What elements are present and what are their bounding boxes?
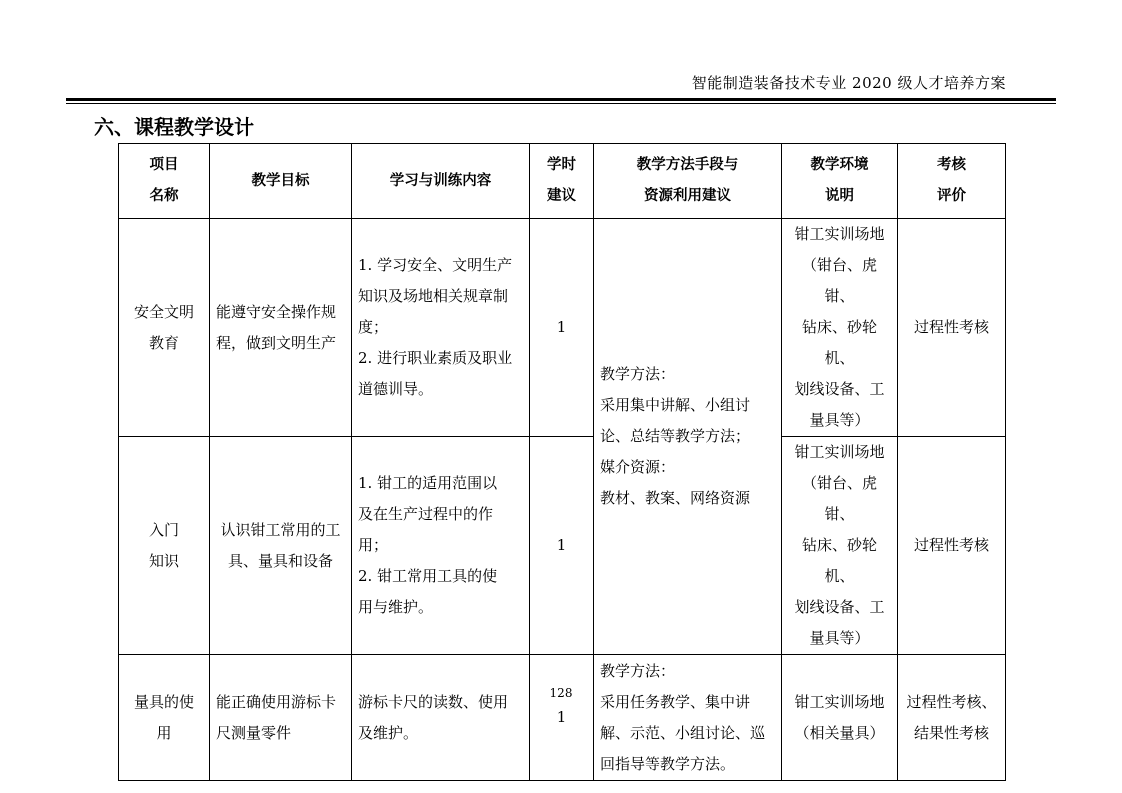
row-environment: 钳工实训场地 （钳台、虎钳、 钻床、砂轮机、 划线设备、工 量具等）: [782, 219, 898, 437]
row-assessment: 过程性考核、 结果性考核: [898, 655, 1006, 781]
row-method: 教学方法： 采用任务教学、集中讲 解、示范、小组讨论、巡 回指导等教学方法。: [594, 655, 782, 781]
row-hours: 1: [530, 219, 594, 437]
table-row: [119, 655, 1006, 781]
row-method-merged: 教学方法： 采用集中讲解、小组讨 论、总结等教学方法； 媒介资源： 教材、教案、网络资源: [594, 219, 782, 655]
row-name: 量具的使 用: [119, 655, 210, 781]
row-hours: 1: [530, 437, 594, 655]
row-content: 1. 学习安全、文明生产 知识及场地相关规章制 度； 2. 进行职业素质及职业 道德训导。: [352, 219, 530, 437]
table-row: [119, 437, 1006, 655]
row-assessment: 过程性考核: [898, 219, 1006, 437]
row-environment: 钳工实训场地 （钳台、虎钳、 钻床、砂轮机、 划线设备、工 量具等）: [782, 437, 898, 655]
header-rule-thick: [66, 98, 1056, 101]
header-environment: 教学环境 说明: [782, 144, 898, 219]
document-header-title: 智能制造装备技术专业 2020 级人才培养方案: [691, 74, 1006, 92]
header-assessment: 考核 评价: [898, 144, 1006, 219]
row-goal: 能遵守安全操作规 程，做到文明生产: [210, 219, 352, 437]
header-teaching-goal: 教学目标: [210, 144, 352, 219]
header-project-name: 项目 名称: [119, 144, 210, 219]
row-content: 1. 钳工的适用范围以 及在生产过程中的作 用； 2. 钳工常用工具的使 用与维护。: [352, 437, 530, 655]
page-number: 128: [549, 686, 573, 700]
table-header-row: [119, 144, 1006, 219]
row-hours: 1: [530, 655, 594, 781]
row-assessment: 过程性考核: [898, 437, 1006, 655]
header-rule-thin: [66, 103, 1056, 104]
row-content: 游标卡尺的读数、使用 及维护。: [352, 655, 530, 781]
row-goal: 能正确使用游标卡 尺测量零件: [210, 655, 352, 781]
row-name: 安全文明 教育: [119, 219, 210, 437]
section-title: 六、课程教学设计: [94, 115, 254, 139]
header-teaching-method: 教学方法手段与 资源利用建议: [594, 144, 782, 219]
row-environment: 钳工实训场地 （相关量具）: [782, 655, 898, 781]
row-goal: 认识钳工常用的工 具、量具和设备: [210, 437, 352, 655]
header-hours: 学时 建议: [530, 144, 594, 219]
row-name: 入门 知识: [119, 437, 210, 655]
table-row: [119, 219, 1006, 437]
header-learning-content: 学习与训练内容: [352, 144, 530, 219]
